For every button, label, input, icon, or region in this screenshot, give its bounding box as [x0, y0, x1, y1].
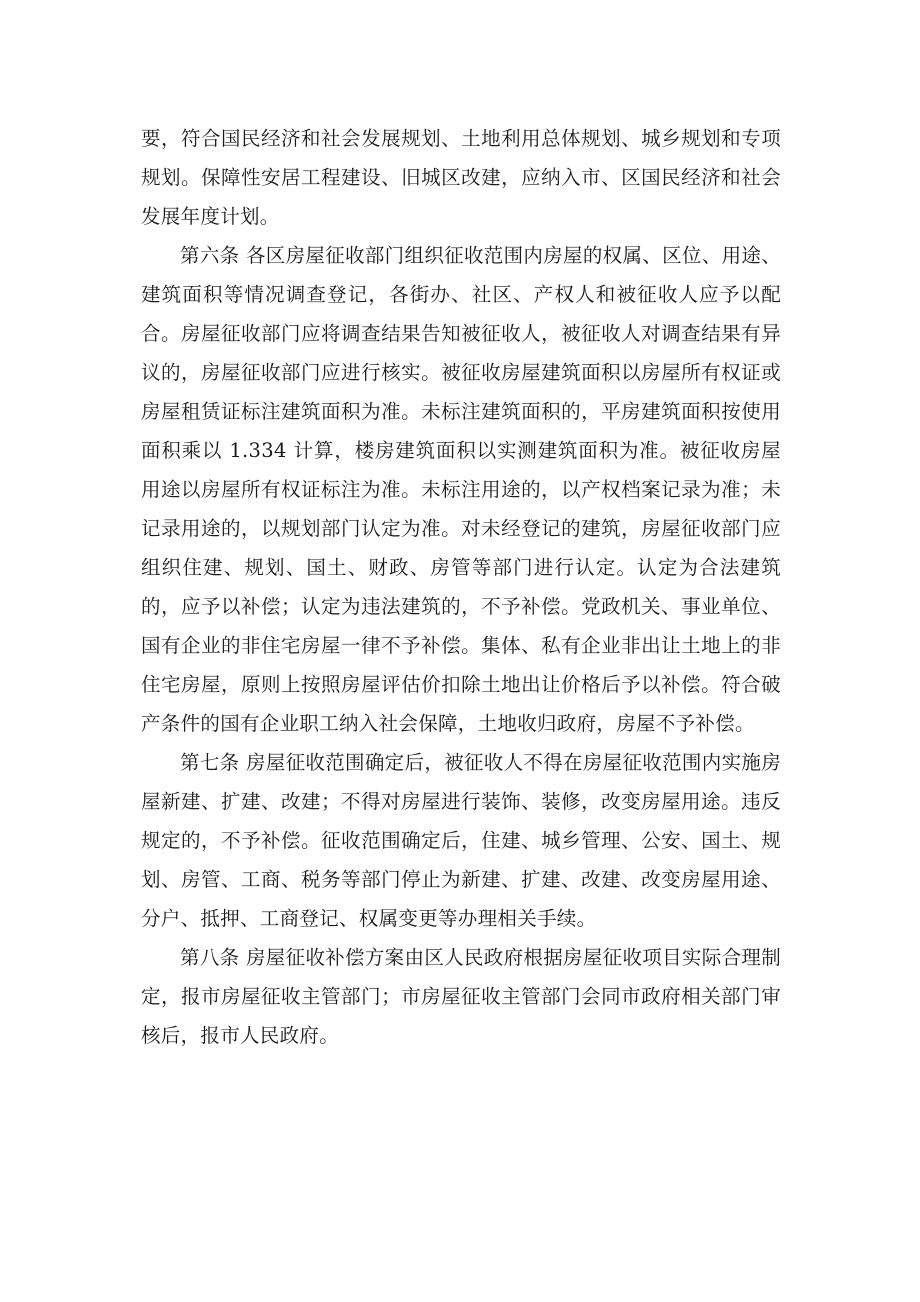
paragraph-article-8: 第八条 房屋征收补偿方案由区人民政府根据房屋征收项目实际合理制定，报市房屋征收主管部门；市房屋征收主管部门会同市政府相关部门审核后，报市人民政府。: [141, 946, 781, 1047]
paragraph-article-6: 第六条 各区房屋征收部门组织征收范围内房屋的权属、区位、用途、建筑面积等情况调查登记，各街办、社区、产权人和被征收人应予以配合。房屋征收部门应将调查结果告知被征收人，被征收人对调查结果有异议的，房屋征收部门应进行核实。被征收房屋建筑面积以房屋所有权证或房屋租赁证标注建筑面积为准。未标注建筑面积的，平房建筑面积按使用面积乘以 1.334 计算，楼房建筑面积以实测建筑面积为准。被征收房屋用途以房屋所有权证标注为准。未标注用途的，以产权档案记录为准；未记录用途的，以规划部门认定为准。对未经登记的建筑，房屋征收部门应组织住建、规划、国土、财政、房管等部门进行认定。认定为合法建筑的，应予以补偿；认定为违法建筑的，不予补偿。党政机关、事业单位、国有企业的非住宅房屋一律不予补偿。集体、私有企业非出让土地上的非住宅房屋，原则上按照房屋评估价扣除土地出让价格后予以补偿。符合破产条件的国有企业职工纳入社会保障，土地收归政府，房屋不予补偿。: [141, 244, 781, 735]
document-body: [141, 119, 781, 1055]
paragraph-continuation: 要，符合国民经济和社会发展规划、土地利用总体规划、城乡规划和专项规划。保障性安居工程建设、旧城区改建，应纳入市、区国民经济和社会发展年度计划。: [141, 127, 781, 228]
paragraph-article-7: 第七条 房屋征收范围确定后，被征收人不得在房屋征收范围内实施房屋新建、扩建、改建；不得对房屋进行装饰、装修，改变房屋用途。违反规定的，不予补偿。征收范围确定后，住建、城乡管理、公安、国土、规划、房管、工商、税务等部门停止为新建、扩建、改建、改变房屋用途、分户、抵押、工商登记、权属变更等办理相关手续。: [141, 751, 781, 930]
